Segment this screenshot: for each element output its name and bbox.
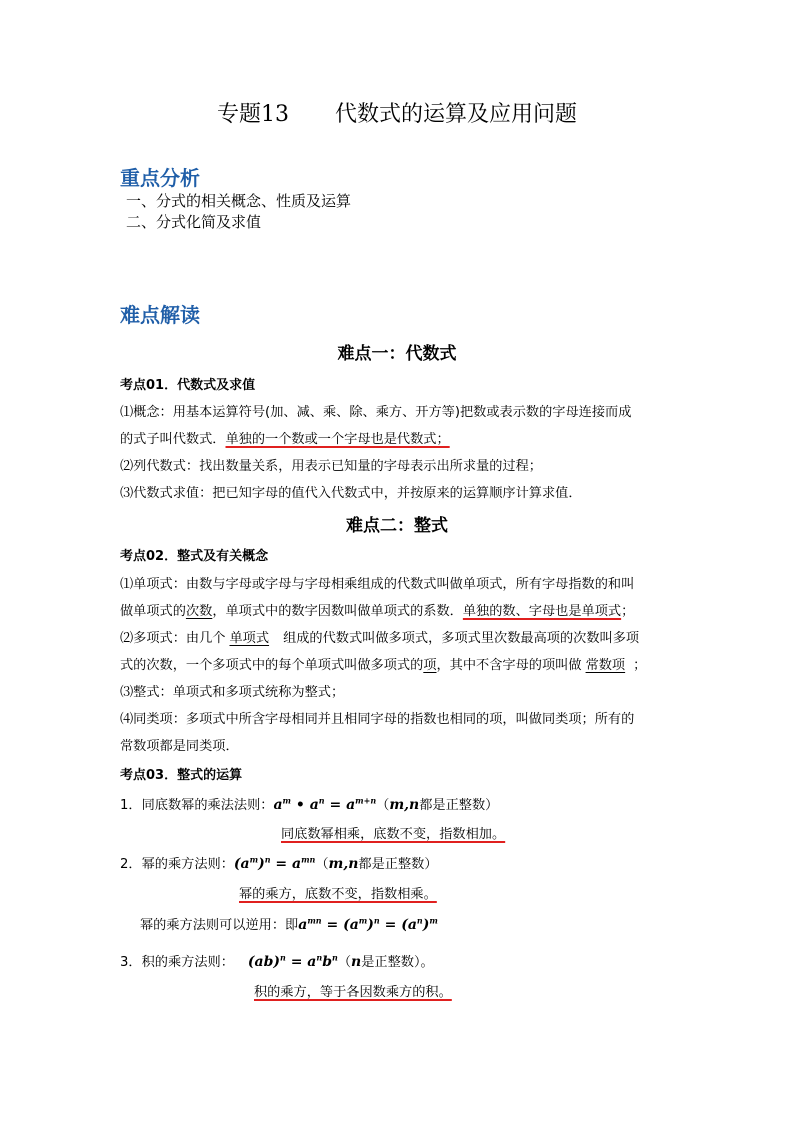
rule-1-summary: 同底数幂相乘，底数不变，指数相加。: [281, 827, 506, 842]
rule-3: 3．积的乘方法则： $(ab)^n = a^nb^n(n$是正整数）。: [120, 952, 434, 970]
text-line: ⑶代数式求值：把已知字母的值代入代数式中，并按原来的运算顺序计算求值．: [120, 486, 582, 501]
rule-2-inverse: 幂的乘方法则可以逆用：即$a^{mn} = (a^m)^n = (a^n)^m$: [140, 915, 438, 933]
formula-power-inverse: $a^{mn} = (a^m)^n = (a^n)^m$: [298, 915, 438, 933]
text-line: ⑴概念：用基本运算符号(加、减、乘、除、乘方、开方等)把数或表示数的字母连接而成: [120, 405, 632, 420]
key-point: 单独的数、字母也是单项式: [462, 604, 622, 619]
rule-1: 1．同底数幂的乘法法则：$a^m$ • $a^n = a^{m+n}(m,n$都是正整数）: [120, 795, 499, 813]
rule-3-summary: 积的乘方，等于各因数乘方的积。: [254, 985, 452, 1000]
text-line: 的式子叫代数式．单独的一个数或一个字母也是代数式；: [120, 432, 450, 447]
text-line: ⑶整式：单项式和多项式统称为整式；: [120, 685, 345, 700]
section-heading-analysis: 重点分析: [120, 166, 200, 190]
key-point: 单独的一个数或一个字母也是代数式；: [225, 432, 450, 447]
text-line: ⑵多项式：由几个 单项式 组成的代数式叫做多项式，多项式里次数最高项的次数叫多项: [120, 631, 640, 646]
kaodian-03: 考点03．整式的运算: [120, 768, 243, 783]
text-line: 式的次数，一个多项式中的每个单项式叫做多项式的项，其中不含字母的项叫做 常数项 ；: [120, 658, 647, 673]
kaodian-02: 考点02．整式及有关概念: [120, 549, 269, 564]
formula-product: $a^m$ • $a^n = a^{m+n}$: [273, 795, 377, 813]
text-line: ⑵列代数式：找出数量关系，用表示已知量的字母表示出所求量的过程；: [120, 459, 542, 474]
kaodian-01: 考点01．代数式及求值: [120, 378, 256, 393]
rule-2: 2．幂的乘方法则：$(a^m)^n = a^{mn}(m,n$都是正整数）: [120, 854, 438, 872]
section-heading-interpretation: 难点解读: [120, 303, 200, 327]
text-line: 做单项式的次数，单项式中的数字因数叫做单项式的系数．单独的数、字母也是单项式；: [120, 604, 635, 619]
subheading-d2: 难点二：整式: [346, 516, 448, 536]
text-line: 常数项都是同类项．: [120, 739, 239, 754]
page-title: 专题13 代数式的运算及应用问题: [216, 102, 577, 127]
text-line: ⑴单项式：由数与字母或字母与字母相乘组成的代数式叫做单项式，所有字母指数的和叫: [120, 577, 635, 592]
formula-power: $(a^m)^n = a^{mn}$: [233, 854, 316, 872]
subheading-d1: 难点一：代数式: [337, 344, 457, 364]
analysis-item: 二、分式化简及求值: [126, 213, 262, 231]
rule-2-summary: 幂的乘方，底数不变，指数相乘。: [239, 887, 437, 902]
formula-product-power: $(ab)^n = a^nb^n$: [247, 952, 338, 970]
text-line: ⑷同类项：多项式中所含字母相同并且相同字母的指数也相同的项，叫做同类项；所有的: [120, 712, 635, 727]
analysis-item: 一、分式的相关概念、性质及运算: [126, 192, 352, 210]
